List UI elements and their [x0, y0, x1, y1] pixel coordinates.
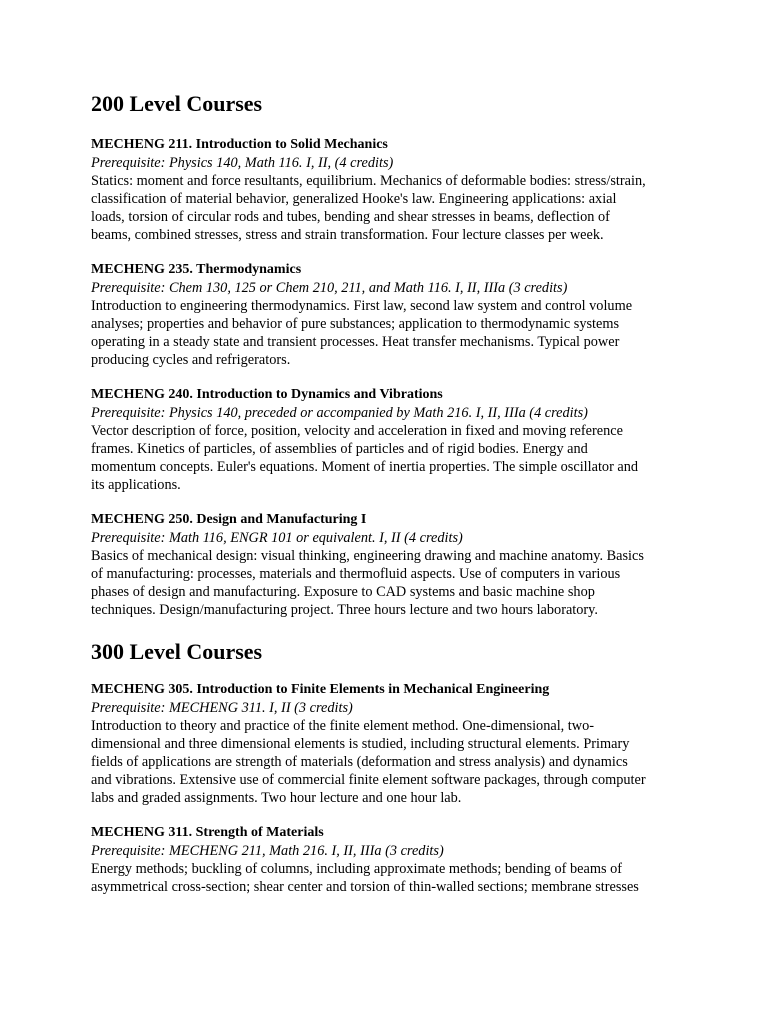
- course-mecheng-305: [91, 681, 708, 807]
- description-line: Energy methods; buckling of columns, including approximate methods; bending of beams of: [91, 861, 623, 877]
- course-description: [91, 297, 708, 369]
- description-line: its applications.: [91, 477, 181, 493]
- description-line: asymmetrical cross-section; shear center and torsion of thin-walled sections; membrane stresses: [91, 879, 639, 895]
- course-prerequisite: Prerequisite: MECHENG 211, Math 216. I, II, IIIa (3 credits): [91, 843, 444, 859]
- description-line: and vibrations. Extensive use of commercial finite element software packages, through computer: [91, 772, 646, 788]
- description-line: analyses; properties and behavior of pure substances; application to thermodynamic systems: [91, 316, 620, 332]
- description-line: Basics of mechanical design: visual thinking, engineering drawing and machine anatomy. Basics: [91, 548, 644, 564]
- description-line: dimensional and three dimensional elements is studied, including structural elements. Primary: [91, 736, 630, 752]
- description-line: producing cycles and refrigerators.: [91, 352, 291, 368]
- description-line: classification of material behavior, generalized Hooke's law. Engineering applications: axial: [91, 191, 617, 207]
- description-line: beams, combined stresses, stress and strain transformation. Four lecture classes per week.: [91, 227, 604, 243]
- course-description: [91, 860, 708, 896]
- course-prerequisite: Prerequisite: Math 116, ENGR 101 or equivalent. I, II (4 credits): [91, 530, 463, 546]
- description-line: techniques. Design/manufacturing project. Three hours lecture and two hours laboratory.: [91, 602, 598, 618]
- course-description: [91, 547, 708, 619]
- course-mecheng-311: [91, 824, 708, 896]
- description-line: phases of design and manufacturing. Exposure to CAD systems and basic machine shop: [91, 584, 595, 600]
- description-line: Vector description of force, position, velocity and acceleration in fixed and moving reference: [91, 423, 623, 439]
- description-line: Statics: moment and force resultants, equilibrium. Mechanics of deformable bodies: stress/strain,: [91, 173, 646, 189]
- description-line: fields of applications are strength of materials (deformation and stress analysis) and dynamics: [91, 754, 628, 770]
- course-mecheng-250: [91, 511, 708, 619]
- description-line: loads, torsion of circular rods and tubes, bending and shear stresses in beams, deflection of: [91, 209, 610, 225]
- description-line: frames. Kinetics of particles, of assemblies of particles and of rigid bodies. Energy and: [91, 441, 588, 457]
- description-line: operating in a steady state and transient processes. Heat transfer mechanisms. Typical power: [91, 334, 620, 350]
- description-line: Introduction to theory and practice of the finite element method. One-dimensional, two-: [91, 718, 595, 734]
- course-title: MECHENG 235. Thermodynamics: [91, 262, 302, 277]
- description-line: Introduction to engineering thermodynamics. First law, second law system and control volume: [91, 298, 633, 314]
- course-prerequisite: Prerequisite: MECHENG 311. I, II (3 credits): [91, 700, 353, 716]
- course-title: MECHENG 305. Introduction to Finite Elements in Mechanical Engineering: [91, 682, 550, 697]
- course-title: MECHENG 211. Introduction to Solid Mechanics: [91, 137, 388, 152]
- section-heading-300-level: 300 Level Courses: [91, 639, 263, 664]
- description-line: momentum concepts. Euler's equations. Moment of inertia properties. The simple oscillator and: [91, 459, 639, 475]
- description-line: labs and graded assignments. Two hour lecture and one hour lab.: [91, 790, 462, 806]
- course-mecheng-235: [91, 261, 708, 369]
- course-description: [91, 422, 708, 494]
- section-heading-200-level: 200 Level Courses: [91, 91, 263, 116]
- description-line: of manufacturing: processes, materials and thermofluid aspects. Use of computers in various: [91, 566, 621, 582]
- course-description: [91, 172, 708, 244]
- course-title: MECHENG 250. Design and Manufacturing I: [91, 512, 367, 527]
- course-mecheng-240: [91, 386, 708, 494]
- course-prerequisite: Prerequisite: Chem 130, 125 or Chem 210, 211, and Math 116. I, II, IIIa (3 credits): [91, 280, 568, 296]
- course-prerequisite: Prerequisite: Physics 140, Math 116. I, II, (4 credits): [91, 155, 394, 171]
- course-prerequisite: Prerequisite: Physics 140, preceded or accompanied by Math 216. I, II, IIIa (4 credits): [91, 405, 588, 421]
- course-title: MECHENG 311. Strength of Materials: [91, 825, 324, 840]
- course-description: [91, 717, 708, 807]
- course-title: MECHENG 240. Introduction to Dynamics and Vibrations: [91, 387, 443, 402]
- course-mecheng-211: [91, 136, 708, 244]
